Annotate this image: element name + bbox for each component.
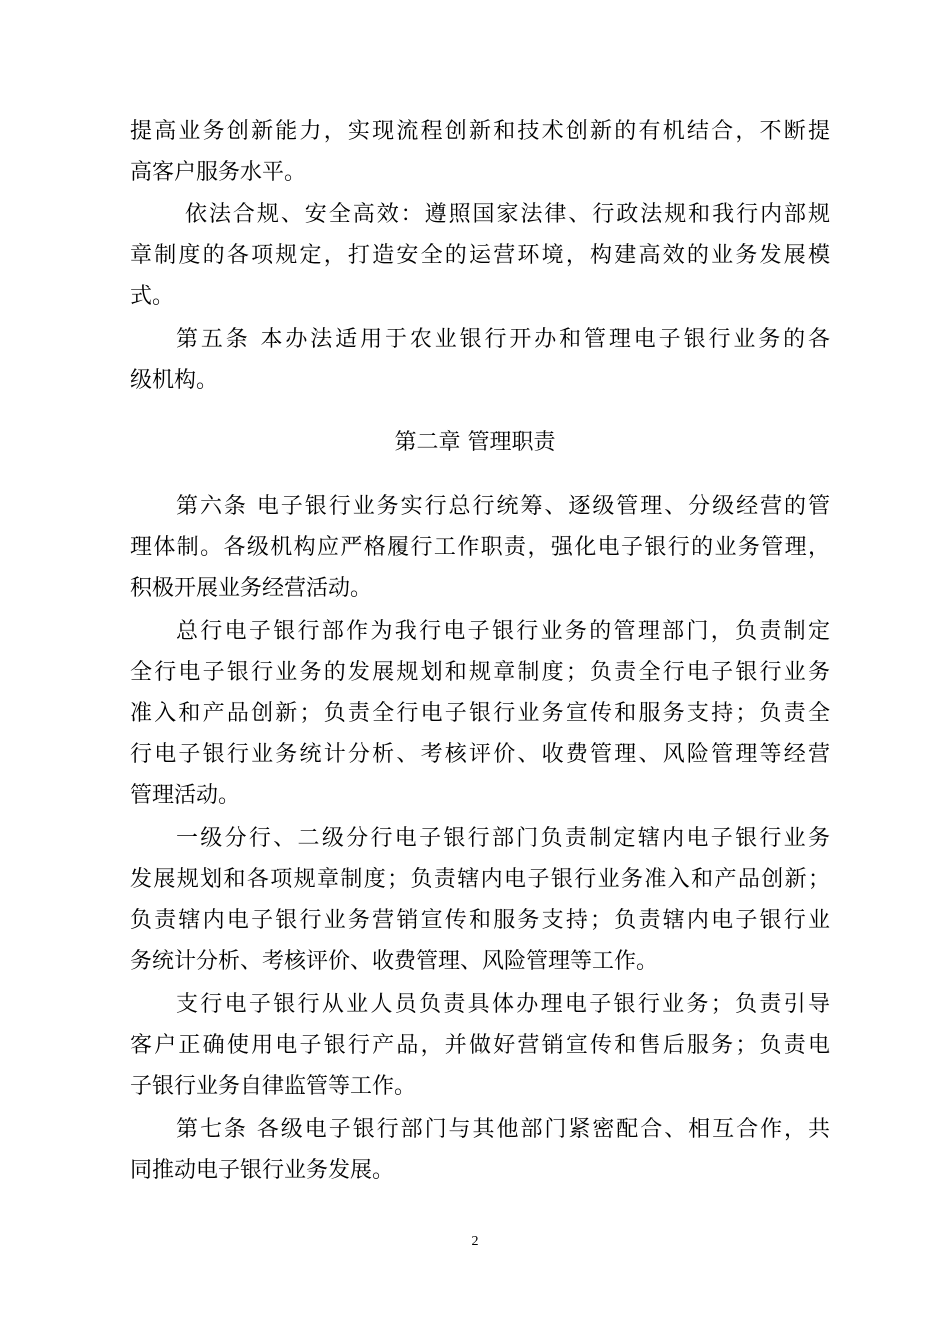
text-line: 管理活动。 bbox=[130, 783, 241, 808]
text-line: 式。 bbox=[130, 284, 175, 309]
text-line: 子银行业务自律监管等工作。 bbox=[130, 1074, 417, 1099]
text-line: 负责辖内电子银行业务营销宣传和服务支持；负责辖内电子银行业 bbox=[130, 908, 830, 933]
text-line: 第六条 电子银行业务实行总行统筹、逐级管理、分级经营的管 bbox=[176, 494, 830, 519]
page-number: 2 bbox=[471, 1234, 479, 1249]
text-line: 高客户服务水平。 bbox=[130, 160, 307, 185]
text-line: 总行电子银行部作为我行电子银行业务的管理部门，负责制定 bbox=[176, 619, 830, 644]
text-line: 章制度的各项规定，打造安全的运营环境，构建高效的业务发展模 bbox=[130, 243, 830, 268]
text-line: 理体制。各级机构应严格履行工作职责，强化电子银行的业务管理， bbox=[130, 535, 830, 560]
text-line: 支行电子银行从业人员负责具体办理电子银行业务；负责引导 bbox=[176, 992, 830, 1017]
text-line: 级机构。 bbox=[130, 368, 219, 393]
text-line: 同推动电子银行业务发展。 bbox=[130, 1158, 395, 1183]
text-line: 行电子银行业务统计分析、考核评价、收费管理、风险管理等经营 bbox=[130, 742, 830, 767]
text-line: 发展规划和各项规章制度；负责辖内电子银行业务准入和产品创新； bbox=[130, 867, 830, 892]
text-line: 准入和产品创新；负责全行电子银行业务宣传和服务支持；负责全 bbox=[130, 701, 830, 726]
text-line: 务统计分析、考核评价、收费管理、风险管理等工作。 bbox=[130, 949, 659, 974]
text-line: 第五条 本办法适用于农业银行开办和管理电子银行业务的各 bbox=[176, 327, 830, 352]
text-line: 积极开展业务经营活动。 bbox=[130, 576, 373, 601]
text-line: 一级分行、二级分行电子银行部门负责制定辖内电子银行业务 bbox=[176, 826, 830, 851]
text-line: 客户正确使用电子银行产品，并做好营销宣传和售后服务；负责电 bbox=[130, 1033, 830, 1058]
text-line: 依法合规、安全高效：遵照国家法律、行政法规和我行内部规 bbox=[185, 202, 830, 227]
chapter-heading: 第二章 管理职责 bbox=[394, 430, 556, 455]
text-line: 第七条 各级电子银行部门与其他部门紧密配合、相互合作，共 bbox=[176, 1117, 830, 1142]
text-line: 全行电子银行业务的发展规划和规章制度；负责全行电子银行业务 bbox=[130, 660, 830, 685]
text-line: 提高业务创新能力，实现流程创新和技术创新的有机结合，不断提 bbox=[130, 119, 830, 144]
